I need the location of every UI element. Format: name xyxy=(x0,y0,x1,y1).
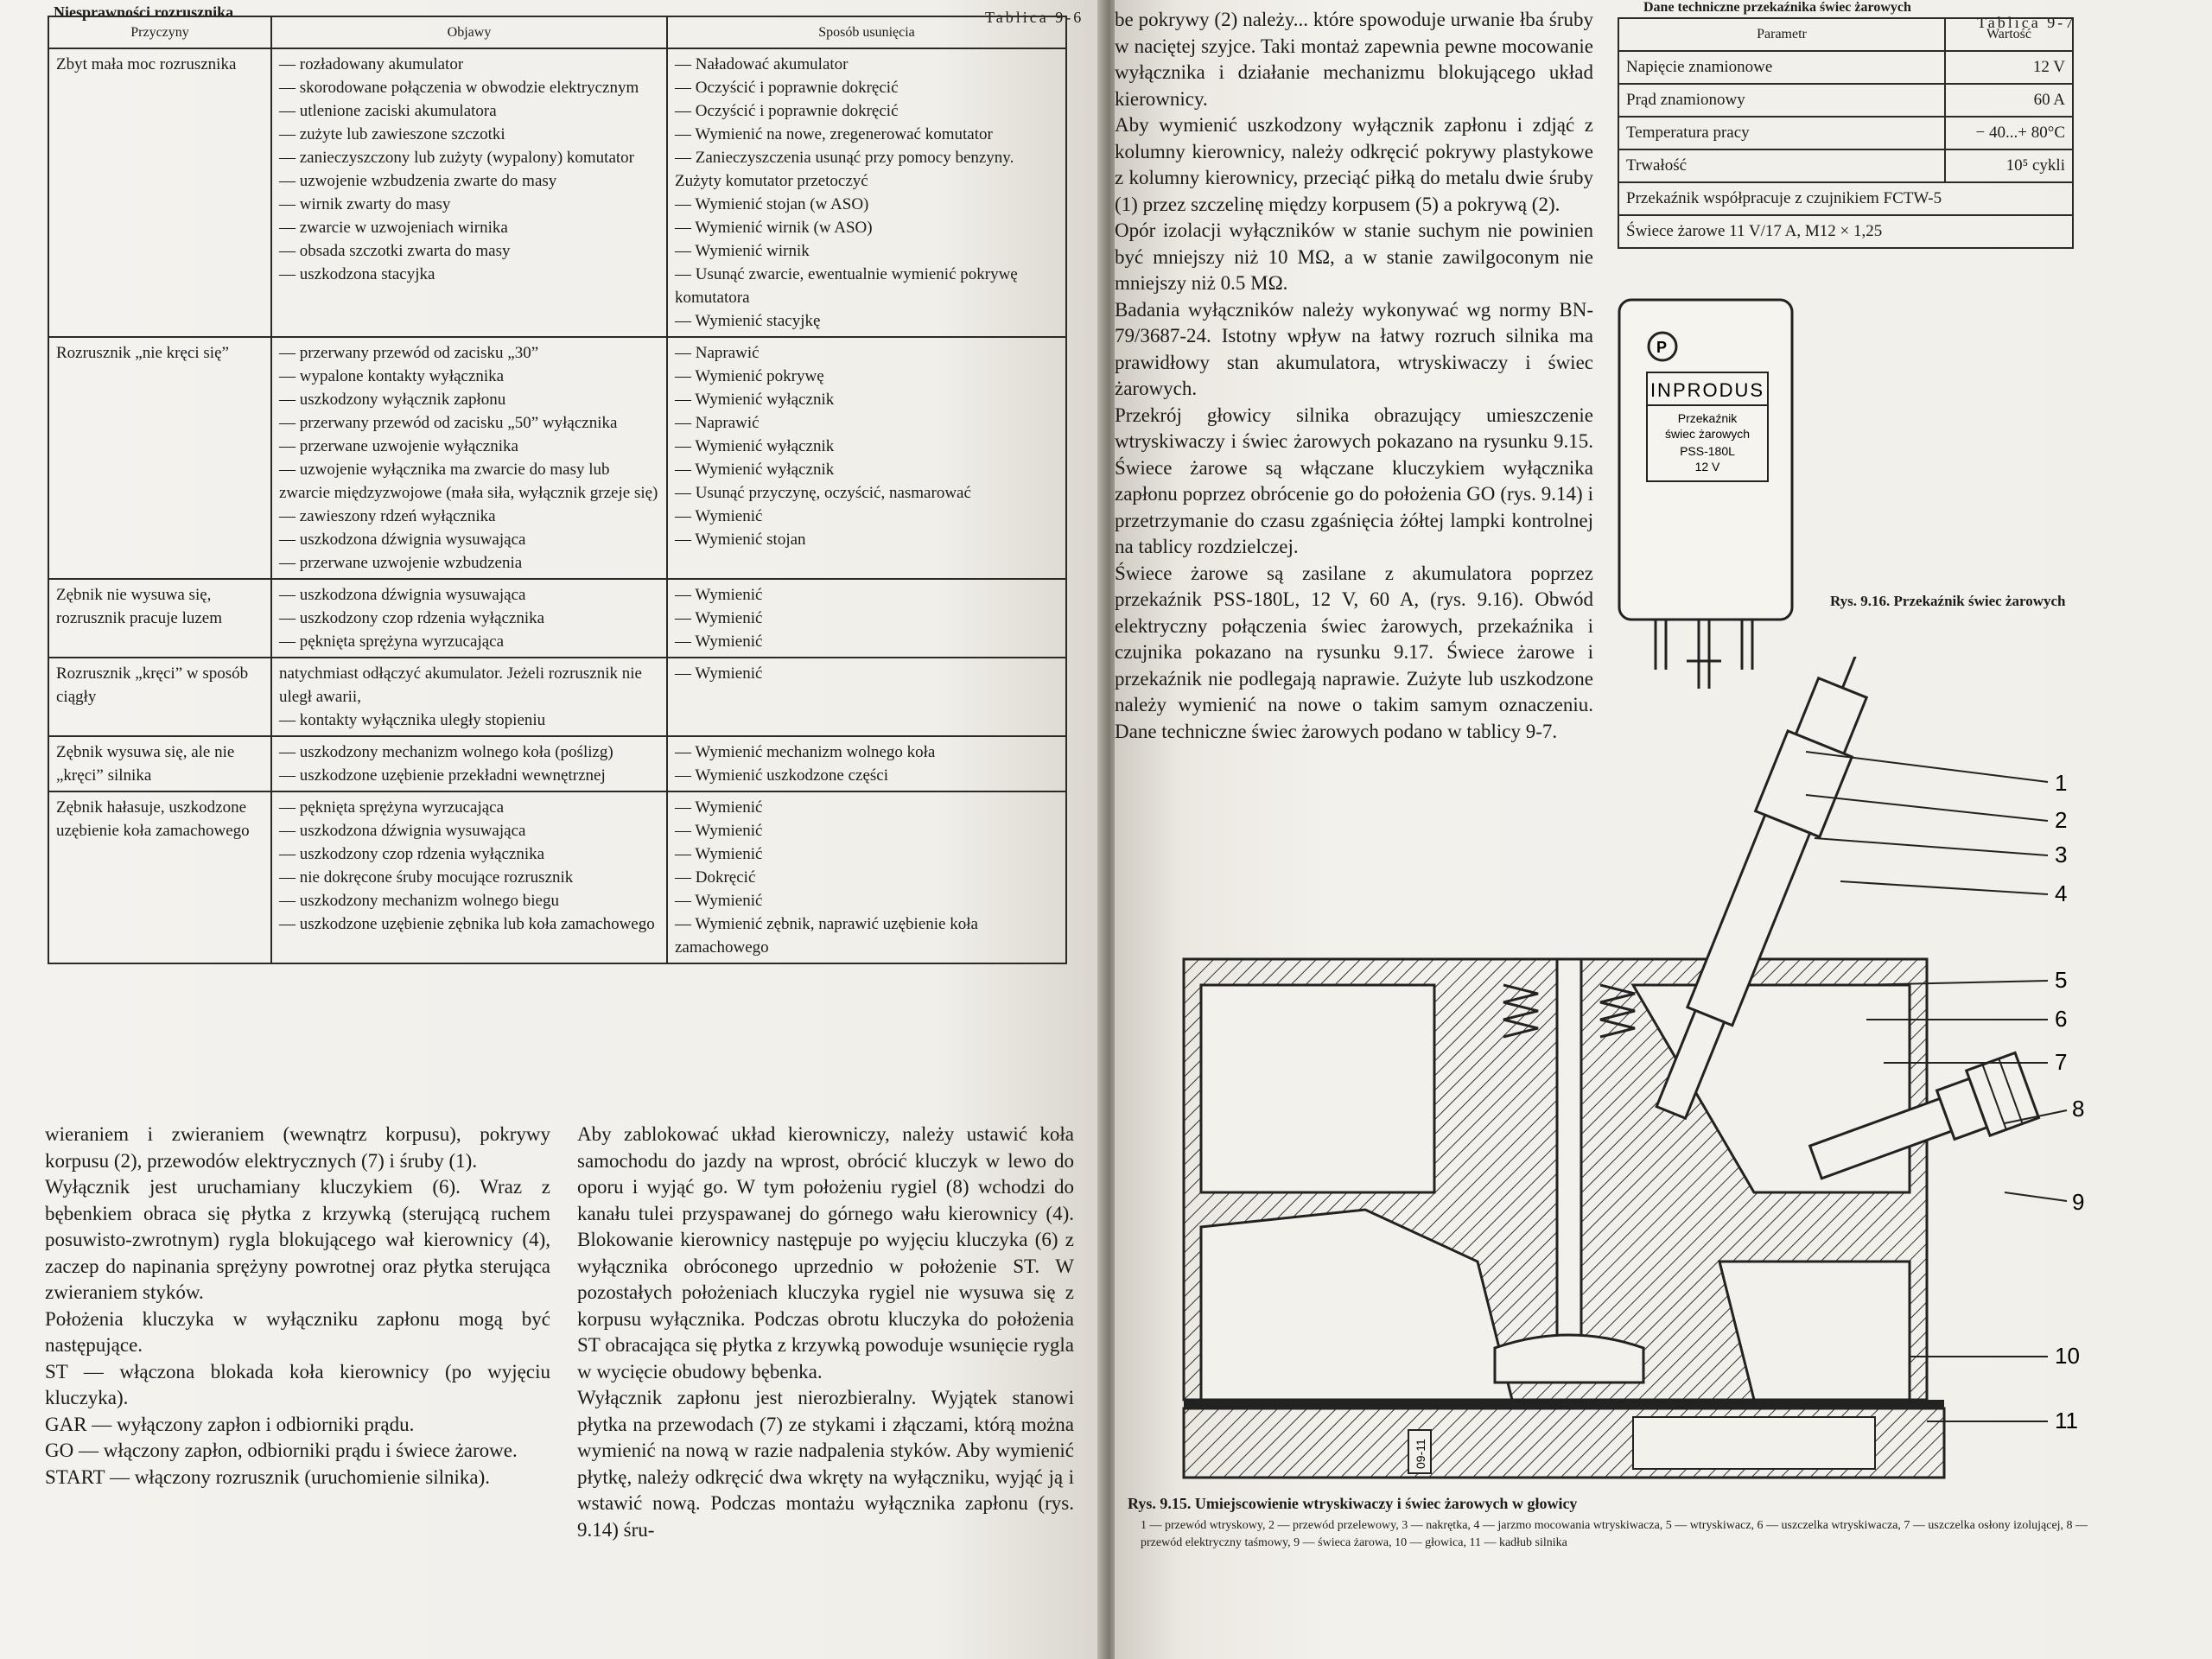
remedies-cell xyxy=(667,579,1066,658)
figure-number: 11 xyxy=(2055,1408,2078,1433)
cause-cell: Rozrusznik „kręci” w sposób ciągły xyxy=(48,658,271,736)
right-text-column xyxy=(1115,7,1593,745)
param-note: Świece żarowe 11 V/17 A, M12 × 1,25 xyxy=(1618,215,2073,248)
params-table-title: Dane techniczne przekaźnika świec żarowych xyxy=(1643,0,1911,15)
table-body xyxy=(48,48,1066,963)
param-value: 60 A xyxy=(1945,84,2073,117)
remedy-item: — Naprawić xyxy=(675,344,760,362)
column-header: Sposób usunięcia xyxy=(667,16,1066,48)
paragraph: GAR — wyłączony zapłon i odbiorniki prądu. xyxy=(45,1413,415,1435)
paragraph: Wyłącznik zapłonu jest nierozbieralny. Wyjątek stanowi płytka na przewodach (7) ze stykami i złączami, którą można wymienić na nową w razie nadpalenia styków. Aby wymienić płytkę, należy odkręcić dwa wkręty na wyłączniku, wyjąć ją i wstawić nową. Podczas montażu wyłącznika zapłonu (rys. 9.14) śru- xyxy=(577,1387,1074,1541)
drawing-stamp-text: 09-11 xyxy=(1414,1439,1427,1469)
remedies-cell xyxy=(667,48,1066,337)
symptom-item: — przerwane uzwojenie wyłącznika xyxy=(279,437,518,455)
table-title: Niesprawności rozrusznika xyxy=(54,3,234,21)
figure-number: 1 xyxy=(2055,770,2068,796)
column-header: Objawy xyxy=(271,16,667,48)
valve-head xyxy=(1495,1335,1643,1382)
relay-brand: INPRODUS xyxy=(1649,379,1765,401)
param-value: 10⁵ cykli xyxy=(1945,149,2073,182)
cause-cell: Rozrusznik „nie kręci się” xyxy=(48,337,271,579)
figure-caption: Rys. 9.15. Umiejscowienie wtryskiwaczy i świec żarowych w głowicy xyxy=(1128,1495,1578,1512)
symptom-item: — zwarcie w uzwojeniach wirnika xyxy=(279,219,508,237)
symptom-item: — uszkodzony mechanizm wolnego koła (poślizg) xyxy=(279,743,613,761)
param-name: Temperatura pracy xyxy=(1618,117,1945,149)
symptom-item: — przerwane uzwojenie wzbudzenia xyxy=(279,554,523,572)
paragraph: Świece żarowe są zasilane z akumulatora poprzez przekaźnik PSS-180L, 12 V, 60 A, (rys. 9.16). Obwód elektryczny połączenia świec żarowych, przekaźnika i czujnika pokazano na rysunku 9.17. Świece żarowe i przekaźnik nie podlegają naprawie. Zużyte lub uszkodzone należy wymienić na nowe o takim samym oznaczeniu. Dane techniczne świec żarowych podano w tablicy 9-7. xyxy=(1115,562,1593,742)
symptoms-cell xyxy=(271,48,667,337)
paragraph: START — włączony rozrusznik (uruchomienie silnika). xyxy=(45,1465,491,1488)
table-row xyxy=(48,48,1066,337)
figure-number: 8 xyxy=(2072,1096,2085,1122)
param-value: − 40...+ 80°C xyxy=(1945,117,2073,149)
param-name: Trwałość xyxy=(1618,149,1945,182)
combustion-chamber xyxy=(1719,1262,1910,1400)
symptom-item: — nie dokręcone śruby mocujące rozrusznik xyxy=(279,868,574,887)
figure-legend: 1 — przewód wtryskowy, 2 — przewód przelewowy, 3 — nakrętka, 4 — jarzmo mocowania wtryskiwacza, 5 — wtryskiwacz, 6 — uszczelka wtryskiwacza, 7 — uszczelka osłony izolującej, 8 — przewód elektryczny taśmowy, 9 — świeca żarowa, 10 — głowica, 11 — kadłub silnika xyxy=(1141,1519,2088,1549)
remedies-cell xyxy=(667,337,1066,579)
symptoms-cell xyxy=(271,658,667,736)
table-header-row xyxy=(48,16,1066,48)
starter-faults-table xyxy=(48,16,1067,964)
symptom-item: — uszkodzona stacyjka xyxy=(279,265,435,283)
relay-caption: Rys. 9.16. Przekaźnik świec żarowych xyxy=(1830,593,2066,609)
column-header: Przyczyny xyxy=(48,16,271,48)
param-value: 12 V xyxy=(1945,51,2073,84)
table-label: Tablica 9-6 xyxy=(985,9,1084,26)
remedy-item: — Wymienić zębnik, naprawić uzębienie koła zamachowego xyxy=(675,915,978,957)
cause-cell: Zębnik wysuwa się, ale nie „kręci” silnika xyxy=(48,736,271,791)
remedy-item: — Naładować akumulator xyxy=(675,55,849,73)
params-table-label: Tablica 9-7 xyxy=(1977,14,2076,31)
symptom-item: — uszkodzona dźwignia wysuwająca xyxy=(279,586,526,604)
symptom-item: natychmiast odłączyć akumulator. Jeżeli rozrusznik nie uległ awarii, xyxy=(279,664,642,706)
text-column-1 xyxy=(45,1122,550,1491)
remedy-item: — Wymienić xyxy=(675,609,763,627)
relay-line2: świec żarowych xyxy=(1664,427,1751,441)
paragraph: be pokrywy (2) należy... które spowoduje urwanie łba śruby w naciętej szyjce. Taki montaż zapewnia pewne mocowanie wyłącznika i działanie mechanizmu blokującego układ kierownicy. xyxy=(1115,9,1593,110)
params-header-row xyxy=(1618,18,2073,51)
remedy-item: — Wymienić wyłącznik xyxy=(675,391,835,409)
table-row xyxy=(1618,117,2073,149)
symptom-item: — uszkodzone uzębienie przekładni wewnętrznej xyxy=(279,766,606,785)
remedy-item: — Wymienić stojan xyxy=(675,531,806,549)
symptoms-cell xyxy=(271,791,667,963)
cause-cell: Zbyt mała moc rozrusznika xyxy=(48,48,271,337)
symptom-item: — uszkodzony czop rdzenia wyłącznika xyxy=(279,609,545,627)
symptom-item: — uzwojenie wzbudzenia zwarte do masy xyxy=(279,172,557,190)
table-row xyxy=(1618,215,2073,248)
remedy-item: — Wymienić xyxy=(675,632,763,651)
figure-number: 4 xyxy=(2055,880,2068,906)
remedy-item: — Wymienić xyxy=(675,664,763,683)
paragraph: Aby wymienić uszkodzony wyłącznik zapłonu i zdjąć z kolumny kierownicy, należy odkręcić pokrywy plastykowe z kolumny kierownicy, przeciąć piłką do metalu dwie śruby (1) przez szczelinę między korpusem (5) a pokrywą (2). xyxy=(1115,114,1593,215)
symptom-item: — uszkodzony czop rdzenia wyłącznika xyxy=(279,845,545,863)
remedy-item: — Oczyścić i poprawnie dokręcić xyxy=(675,102,899,120)
symptom-item: — przerwany przewód od zacisku „50” wyłącznika xyxy=(279,414,618,432)
table-row xyxy=(48,736,1066,791)
paragraph: wieraniem i zwieraniem (wewnątrz korpusu), pokrywy korpusu (2), przewodów elektrycznych (7) i śruby (1). xyxy=(45,1123,550,1172)
remedy-item: — Wymienić mechanizm wolnego koła xyxy=(675,743,936,761)
symptom-item: — uszkodzony mechanizm wolnego biegu xyxy=(279,892,559,910)
remedy-item: — Wymienić xyxy=(675,892,763,910)
figure-number: 2 xyxy=(2055,807,2068,833)
figure-number: 3 xyxy=(2055,842,2068,868)
paragraph: ST — włączona blokada koła kierownicy (po wyjęciu kluczyka). xyxy=(45,1360,550,1408)
paragraph: Położenia kluczyka w wyłączniku zapłonu mogą być następujące. xyxy=(45,1307,550,1356)
symptom-item: — obsada szczotki zwarta do masy xyxy=(279,242,511,260)
text-column-2 xyxy=(577,1122,1074,1543)
symptom-item: — zawieszony rdzeń wyłącznika xyxy=(279,507,496,525)
remedy-item: — Usunąć przyczynę, oczyścić, nasmarować xyxy=(675,484,971,502)
symptoms-cell xyxy=(271,579,667,658)
relay-logo-mark: P xyxy=(1656,339,1668,356)
paragraph: Przekrój głowicy silnika obrazujący umieszczenie wtryskiwaczy i świec żarowych pokazano na rysunku 9.15. Świece żarowe są włączane kluczykiem wyłącznika zapłonu poprzez obrócenie go do położenia GO (rys. 9.14) i przetrzymanie do czasu zgaśnięcia żółtej lampki kontrolnej na tablicy rozdzielczej. xyxy=(1115,404,1593,557)
symptom-item: — zanieczyszczony lub zużyty (wypalony) komutator xyxy=(279,149,634,167)
remedies-cell xyxy=(667,658,1066,736)
param-name: Prąd znamionowy xyxy=(1618,84,1945,117)
cause-cell: Zębnik nie wysuwa się, rozrusznik pracuje luzem xyxy=(48,579,271,658)
remedy-item: — Naprawić xyxy=(675,414,760,432)
left-page xyxy=(0,0,1102,1659)
figure-number: 10 xyxy=(2055,1343,2080,1369)
remedy-item: — Wymienić wirnik xyxy=(675,242,810,260)
remedy-item: — Wymienić wyłącznik xyxy=(675,437,835,455)
head-cavity-left xyxy=(1201,985,1434,1192)
symptoms-cell xyxy=(271,337,667,579)
remedy-item: — Wymienić xyxy=(675,507,763,525)
symptom-item: — przerwany przewód od zacisku „30” xyxy=(279,344,539,362)
param-name: Napięcie znamionowe xyxy=(1618,51,1945,84)
remedies-cell xyxy=(667,791,1066,963)
relay-line1: Przekaźnik xyxy=(1677,411,1738,425)
table-row xyxy=(48,791,1066,963)
remedy-item: — Zanieczyszczenia usunąć przy pomocy benzyny. Zużyty komutator przetoczyć xyxy=(675,149,1014,190)
param-note: Przekaźnik współpracuje z czujnikiem FCTW-5 xyxy=(1618,182,2073,215)
figure-numbers xyxy=(2055,770,2084,1433)
remedy-item: — Wymienić wyłącznik xyxy=(675,461,835,479)
remedy-item: — Dokręcić xyxy=(675,868,756,887)
paragraph: Opór izolacji wyłączników w stanie suchym nie powinien być mniejszy niż 10 MΩ, a w stanie zawilgoconym nie mniejszy niż 0.5 MΩ. xyxy=(1115,219,1593,294)
symptom-item: — wypalone kontakty wyłącznika xyxy=(279,367,505,385)
column-header: Wartość xyxy=(1945,18,2073,51)
table-row xyxy=(48,337,1066,579)
valve-stem xyxy=(1557,959,1581,1339)
figure-number: 9 xyxy=(2072,1189,2085,1215)
remedy-item: — Wymienić stojan (w ASO) xyxy=(675,195,869,213)
relay-model: PSS-180L xyxy=(1680,444,1735,458)
symptom-item: — kontakty wyłącznika uległy stopieniu xyxy=(279,711,546,729)
paragraph: Wyłącznik jest uruchamiany kluczykiem (6). Wraz z bębenkiem obraca się płytka z krzywką (sterującą ruchem posuwisto-zwrotnym) rygla blokującego wał kierownicy (4), zaczep do napinania sprężyny powrotnej oraz płytka sterująca zwieraniem styków. xyxy=(45,1176,550,1303)
symptom-item: — utlenione zaciski akumulatora xyxy=(279,102,497,120)
paragraph: GO — włączony zapłon, odbiorniki prądu i świece żarowe. xyxy=(45,1440,518,1461)
figure-number: 6 xyxy=(2055,1006,2068,1032)
remedy-item: — Wymienić uszkodzone części xyxy=(675,766,888,785)
remedy-item: — Wymienić xyxy=(675,798,763,817)
table-row xyxy=(1618,51,2073,84)
paragraph: Badania wyłączników należy wykonywać wg normy BN-79/3687-24. Istotny wpływ na łatwy rozruch silnika ma prawidłowy stan akumulatora, wtryskiwaczy i świec żarowych. xyxy=(1115,298,1593,399)
remedy-item: — Wymienić pokrywę xyxy=(675,367,824,385)
symptom-item: — skorodowane połączenia w obwodzie elektrycznym xyxy=(279,79,639,97)
symptom-item: — pęknięta sprężyna wyrzucająca xyxy=(279,632,505,651)
column-header: Parametr xyxy=(1618,18,1945,51)
symptom-item: — uszkodzona dźwignia wysuwająca xyxy=(279,531,526,549)
table-row xyxy=(1618,84,2073,117)
symptom-item: — rozładowany akumulator xyxy=(279,55,464,73)
remedy-item: — Wymienić xyxy=(675,586,763,604)
table-row xyxy=(1618,149,2073,182)
glow-relay-drawing xyxy=(1616,289,1806,704)
remedies-cell xyxy=(667,736,1066,791)
symptom-item: — uszkodzone uzębienie zębnika lub koła zamachowego xyxy=(279,915,655,933)
figure-number: 7 xyxy=(2055,1049,2068,1075)
remedy-item: — Oczyścić i poprawnie dokręcić xyxy=(675,79,899,97)
symptoms-cell xyxy=(271,736,667,791)
remedy-item: — Wymienić xyxy=(675,845,763,863)
cylinder-bore xyxy=(1633,1417,1875,1469)
figure-number: 5 xyxy=(2055,967,2068,993)
remedy-item: — Wymienić wirnik (w ASO) xyxy=(675,219,873,237)
table-row xyxy=(1618,182,2073,215)
cylinder-head-cross-section xyxy=(1149,657,2186,1486)
symptom-item: — uszkodzona dźwignia wysuwająca xyxy=(279,822,526,840)
remedy-item: — Wymienić stacyjkę xyxy=(675,312,821,330)
table-row xyxy=(48,658,1066,736)
symptom-item: — zużyte lub zawieszone szczotki xyxy=(279,125,505,143)
symptom-item: — wirnik zwarty do masy xyxy=(279,195,451,213)
table-row xyxy=(48,579,1066,658)
remedy-item: — Usunąć zwarcie, ewentualnie wymienić pokrywę komutatora xyxy=(675,265,1018,307)
remedy-item: — Wymienić na nowe, zregenerować komutator xyxy=(675,125,993,143)
remedy-item: — Wymienić xyxy=(675,822,763,840)
symptom-item: — uszkodzony wyłącznik zapłonu xyxy=(279,391,506,409)
glow-relay-params-table xyxy=(1618,17,2074,249)
paragraph: Aby zablokować układ kierowniczy, należy ustawić koła samochodu do jazdy na wprost, obrócić kluczyk w lewo do oporu i wyjąć go. W tym położeniu rygiel (8) wchodzi do kanału tulei przyspawanej do górnego wału kierownicy (4). Blokowanie kierownicy następuje po wyjęciu kluczyka (6) z wyłącznika obróconego uprzednio w położenie ST. W pozostałych położeniach kluczyka rygiel nie wysuwa się z korpusu wyłącznika. Podczas obrotu kluczyka do położenia ST obracająca się płytka z krzywką powoduje wsunięcie rygla w wycięcie obudowy bębenka. xyxy=(577,1123,1074,1382)
cause-cell: Zębnik hałasuje, uszkodzone uzębienie koła zamachowego xyxy=(48,791,271,963)
symptom-item: — uzwojenie wyłącznika ma zwarcie do masy lub zwarcie międzyzwojowe (mała siła, wyłącznik grzeje się) xyxy=(279,461,658,502)
symptom-item: — pęknięta sprężyna wyrzucająca xyxy=(279,798,505,817)
relay-voltage: 12 V xyxy=(1694,460,1720,474)
